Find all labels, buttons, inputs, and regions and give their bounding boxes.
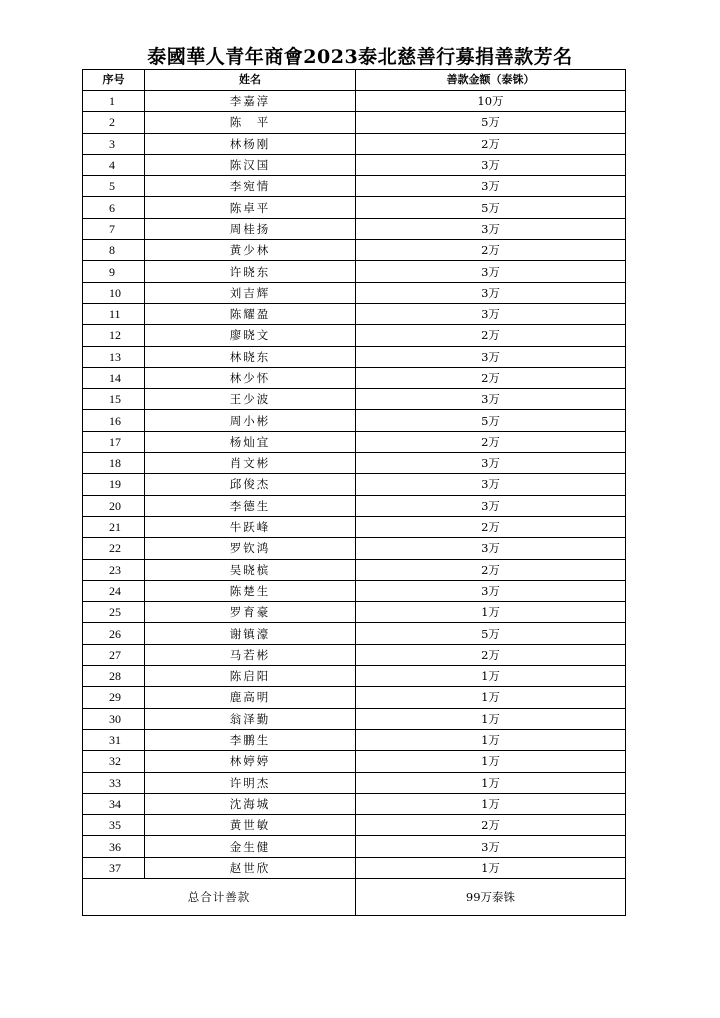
table-row <box>83 197 626 218</box>
donor-name: 陈卓平 <box>145 197 356 218</box>
donor-name: 廖晓文 <box>145 325 356 346</box>
donation-amount: 2万 <box>356 240 626 261</box>
table-row <box>83 474 626 495</box>
donation-amount: 5万 <box>356 623 626 644</box>
row-number: 8 <box>83 240 145 261</box>
donor-name: 陈启阳 <box>145 666 356 687</box>
table-row <box>83 91 626 112</box>
row-number: 24 <box>83 580 145 601</box>
table-row <box>83 495 626 516</box>
row-number: 28 <box>83 666 145 687</box>
donation-amount: 3万 <box>356 580 626 601</box>
table-row <box>83 836 626 857</box>
table-row <box>83 133 626 154</box>
row-number: 4 <box>83 154 145 175</box>
row-number: 16 <box>83 410 145 431</box>
donor-name: 林婷婷 <box>145 751 356 772</box>
total-value: 99万泰铢 <box>356 878 626 915</box>
donor-name: 周桂扬 <box>145 218 356 239</box>
donor-name: 沈海城 <box>145 793 356 814</box>
row-number: 23 <box>83 559 145 580</box>
header-number: 序号 <box>83 70 145 91</box>
donation-amount: 1万 <box>356 666 626 687</box>
donor-name: 罗育豪 <box>145 602 356 623</box>
donor-name: 黄世敏 <box>145 815 356 836</box>
donor-name: 黄少林 <box>145 240 356 261</box>
row-number: 15 <box>83 389 145 410</box>
donation-amount: 3万 <box>356 218 626 239</box>
table-row <box>83 602 626 623</box>
row-number: 1 <box>83 91 145 112</box>
donation-amount: 10万 <box>356 91 626 112</box>
donation-amount: 1万 <box>356 708 626 729</box>
table-row <box>83 261 626 282</box>
table-row <box>83 389 626 410</box>
table-row <box>83 346 626 367</box>
donor-name: 杨灿宜 <box>145 431 356 452</box>
header-amount: 善款金额（泰铢） <box>356 70 626 91</box>
row-number: 32 <box>83 751 145 772</box>
table-row <box>83 325 626 346</box>
donation-amount: 3万 <box>356 836 626 857</box>
table-row <box>83 772 626 793</box>
table-row <box>83 751 626 772</box>
donation-amount: 3万 <box>356 261 626 282</box>
table-row <box>83 431 626 452</box>
donation-amount: 5万 <box>356 410 626 431</box>
table-row <box>83 453 626 474</box>
table-row <box>83 112 626 133</box>
donor-name: 牛跃峰 <box>145 516 356 537</box>
table-body <box>83 91 626 879</box>
table-row <box>83 538 626 559</box>
row-number: 27 <box>83 644 145 665</box>
table-row <box>83 218 626 239</box>
donor-name: 林少怀 <box>145 367 356 388</box>
row-number: 33 <box>83 772 145 793</box>
donor-name: 邱俊杰 <box>145 474 356 495</box>
donor-name: 陈 平 <box>145 112 356 133</box>
row-number: 37 <box>83 857 145 878</box>
document-title: 泰國華人青年商會2023泰北慈善行募捐善款芳名 <box>147 46 573 68</box>
donor-name: 谢镇濠 <box>145 623 356 644</box>
row-number: 36 <box>83 836 145 857</box>
table-row <box>83 559 626 580</box>
table-row <box>83 623 626 644</box>
donor-name: 刘吉辉 <box>145 282 356 303</box>
donor-name: 许明杰 <box>145 772 356 793</box>
table-row <box>83 176 626 197</box>
donation-table <box>82 69 626 916</box>
total-row <box>83 878 626 915</box>
table-row <box>83 240 626 261</box>
donor-name: 李德生 <box>145 495 356 516</box>
donor-name: 陈楚生 <box>145 580 356 601</box>
row-number: 31 <box>83 729 145 750</box>
donation-amount: 3万 <box>356 453 626 474</box>
row-number: 26 <box>83 623 145 644</box>
table-row <box>83 367 626 388</box>
row-number: 13 <box>83 346 145 367</box>
table-row <box>83 580 626 601</box>
row-number: 6 <box>83 197 145 218</box>
row-number: 14 <box>83 367 145 388</box>
table-row <box>83 708 626 729</box>
donor-name: 马若彬 <box>145 644 356 665</box>
donor-name: 翁泽勤 <box>145 708 356 729</box>
table-row <box>83 793 626 814</box>
donation-amount: 2万 <box>356 559 626 580</box>
donor-name: 陈耀盈 <box>145 303 356 324</box>
table-row <box>83 687 626 708</box>
donation-amount: 3万 <box>356 474 626 495</box>
donation-amount: 2万 <box>356 516 626 537</box>
table-row <box>83 857 626 878</box>
table-header <box>83 70 626 91</box>
donation-amount: 1万 <box>356 751 626 772</box>
donation-amount: 3万 <box>356 303 626 324</box>
donor-name: 王少波 <box>145 389 356 410</box>
table-row <box>83 516 626 537</box>
donation-amount: 2万 <box>356 367 626 388</box>
row-number: 22 <box>83 538 145 559</box>
donor-name: 李宛情 <box>145 176 356 197</box>
donor-name: 周小彬 <box>145 410 356 431</box>
row-number: 3 <box>83 133 145 154</box>
row-number: 10 <box>83 282 145 303</box>
donation-amount: 3万 <box>356 346 626 367</box>
table-row <box>83 410 626 431</box>
donation-amount: 2万 <box>356 325 626 346</box>
donation-amount: 1万 <box>356 857 626 878</box>
donor-name: 罗钦鸿 <box>145 538 356 559</box>
donor-name: 赵世欣 <box>145 857 356 878</box>
row-number: 35 <box>83 815 145 836</box>
donor-name: 金生健 <box>145 836 356 857</box>
table-row <box>83 666 626 687</box>
donation-amount: 1万 <box>356 793 626 814</box>
donor-name: 鹿高明 <box>145 687 356 708</box>
donation-amount: 1万 <box>356 602 626 623</box>
donor-name: 肖文彬 <box>145 453 356 474</box>
donor-name: 吴晓槟 <box>145 559 356 580</box>
donation-amount: 2万 <box>356 431 626 452</box>
donation-amount: 2万 <box>356 133 626 154</box>
table-footer <box>83 878 626 915</box>
row-number: 7 <box>83 218 145 239</box>
row-number: 9 <box>83 261 145 282</box>
row-number: 18 <box>83 453 145 474</box>
row-number: 2 <box>83 112 145 133</box>
donation-amount: 5万 <box>356 197 626 218</box>
donation-amount: 5万 <box>356 112 626 133</box>
donation-amount: 3万 <box>356 538 626 559</box>
donation-amount: 3万 <box>356 389 626 410</box>
row-number: 29 <box>83 687 145 708</box>
header-row <box>83 70 626 91</box>
row-number: 30 <box>83 708 145 729</box>
table-row <box>83 815 626 836</box>
donation-amount: 1万 <box>356 772 626 793</box>
donor-name: 许晓东 <box>145 261 356 282</box>
donor-name: 李嘉淳 <box>145 91 356 112</box>
row-number: 25 <box>83 602 145 623</box>
table-row <box>83 303 626 324</box>
row-number: 19 <box>83 474 145 495</box>
row-number: 34 <box>83 793 145 814</box>
donor-name: 林杨刚 <box>145 133 356 154</box>
row-number: 5 <box>83 176 145 197</box>
donation-amount: 3万 <box>356 495 626 516</box>
donation-amount: 3万 <box>356 282 626 303</box>
table-row <box>83 729 626 750</box>
donation-amount: 1万 <box>356 729 626 750</box>
table-row <box>83 154 626 175</box>
total-label: 总合计善款 <box>83 878 356 915</box>
row-number: 11 <box>83 303 145 324</box>
row-number: 20 <box>83 495 145 516</box>
donation-amount: 3万 <box>356 154 626 175</box>
donation-amount: 2万 <box>356 644 626 665</box>
donation-amount: 1万 <box>356 687 626 708</box>
donation-amount: 3万 <box>356 176 626 197</box>
row-number: 12 <box>83 325 145 346</box>
donor-name: 陈汉国 <box>145 154 356 175</box>
row-number: 17 <box>83 431 145 452</box>
donor-name: 林晓东 <box>145 346 356 367</box>
donation-amount: 2万 <box>356 815 626 836</box>
header-name: 姓名 <box>145 70 356 91</box>
donor-name: 李鹏生 <box>145 729 356 750</box>
table-row <box>83 644 626 665</box>
row-number: 21 <box>83 516 145 537</box>
table-row <box>83 282 626 303</box>
